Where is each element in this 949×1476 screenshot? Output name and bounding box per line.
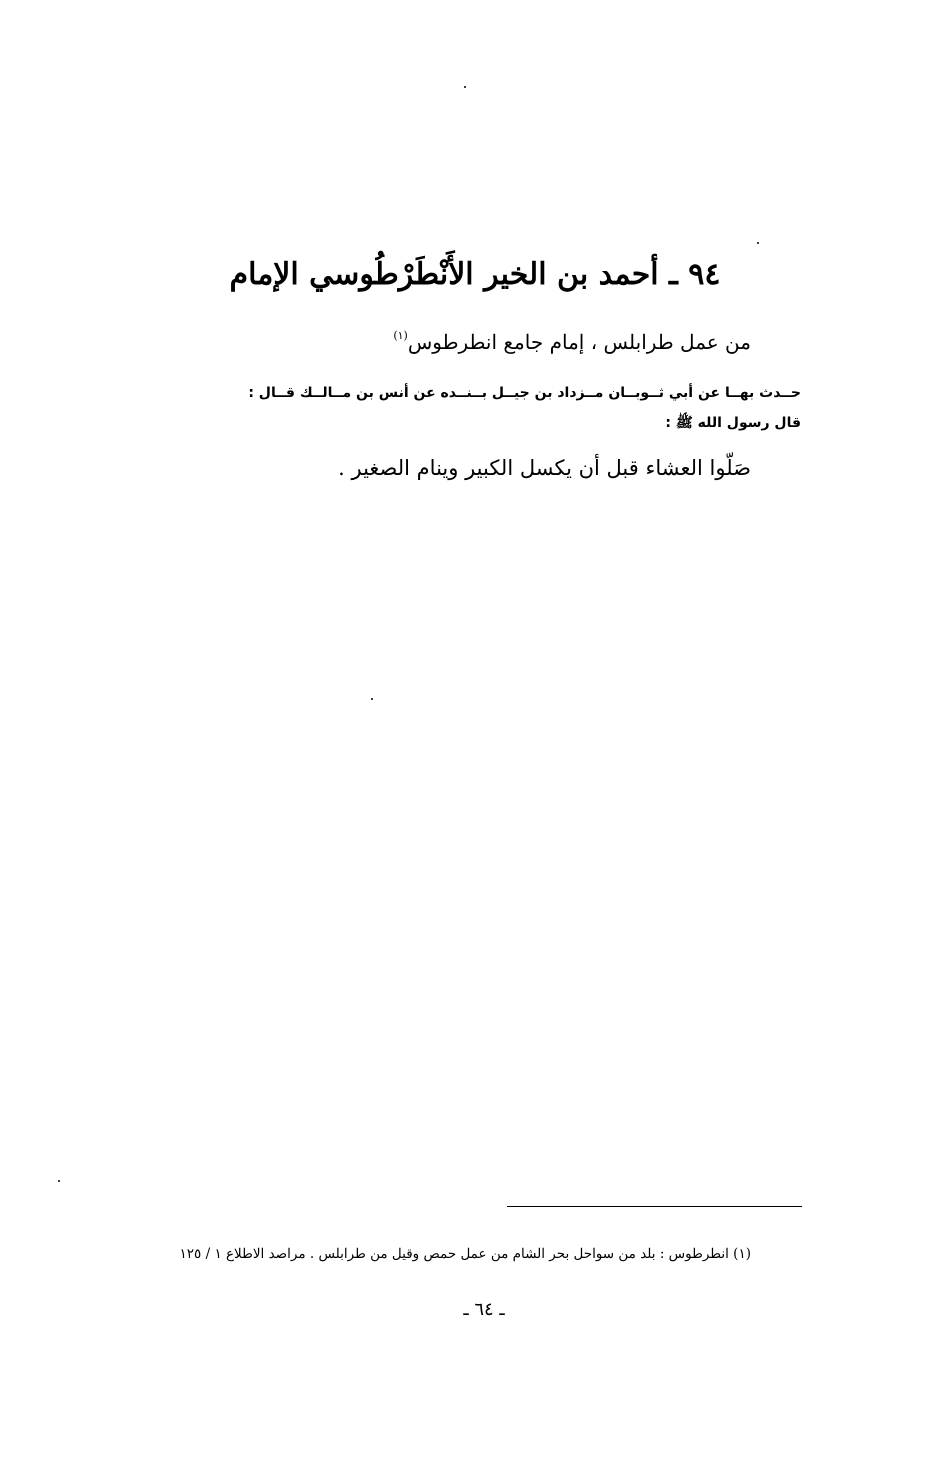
- isnad-line-2: قال رسول الله ﷺ :: [665, 415, 801, 431]
- isnad-line-1: حــدث بهــا عن أبي ثــوبــان مــزداد بن جيــل بــنــده عن أنس بن مــالــك قــال :: [248, 385, 801, 401]
- footnote-separator: [507, 1206, 802, 1207]
- scan-speck: [371, 698, 373, 700]
- hadith-text: صَلّوا العشاء قبل أن يكسل الكبير وينام الصغير .: [338, 456, 751, 480]
- footnote-1: (١) انطرطوس : بلد من سواحل بحر الشام من عمل حمص وقيل من طرابلس . مراصد الاطلاع ١ / ١٢٥: [179, 1246, 751, 1262]
- entry-intro: [191, 318, 751, 360]
- scan-speck: [58, 1180, 60, 1182]
- page-number: ـ ٦٤ ـ: [463, 1299, 505, 1320]
- footnote-reference[interactable]: (١): [393, 329, 408, 342]
- scan-speck: [464, 86, 466, 88]
- intro-text: من عمل طرابلس ، إمام جامع انطرطوس: [407, 330, 751, 354]
- scan-speck: [757, 242, 759, 244]
- entry-heading: ٩٤ ـ أحمد بن الخير الأَنْطَرْطُوسي الإمام: [229, 257, 721, 292]
